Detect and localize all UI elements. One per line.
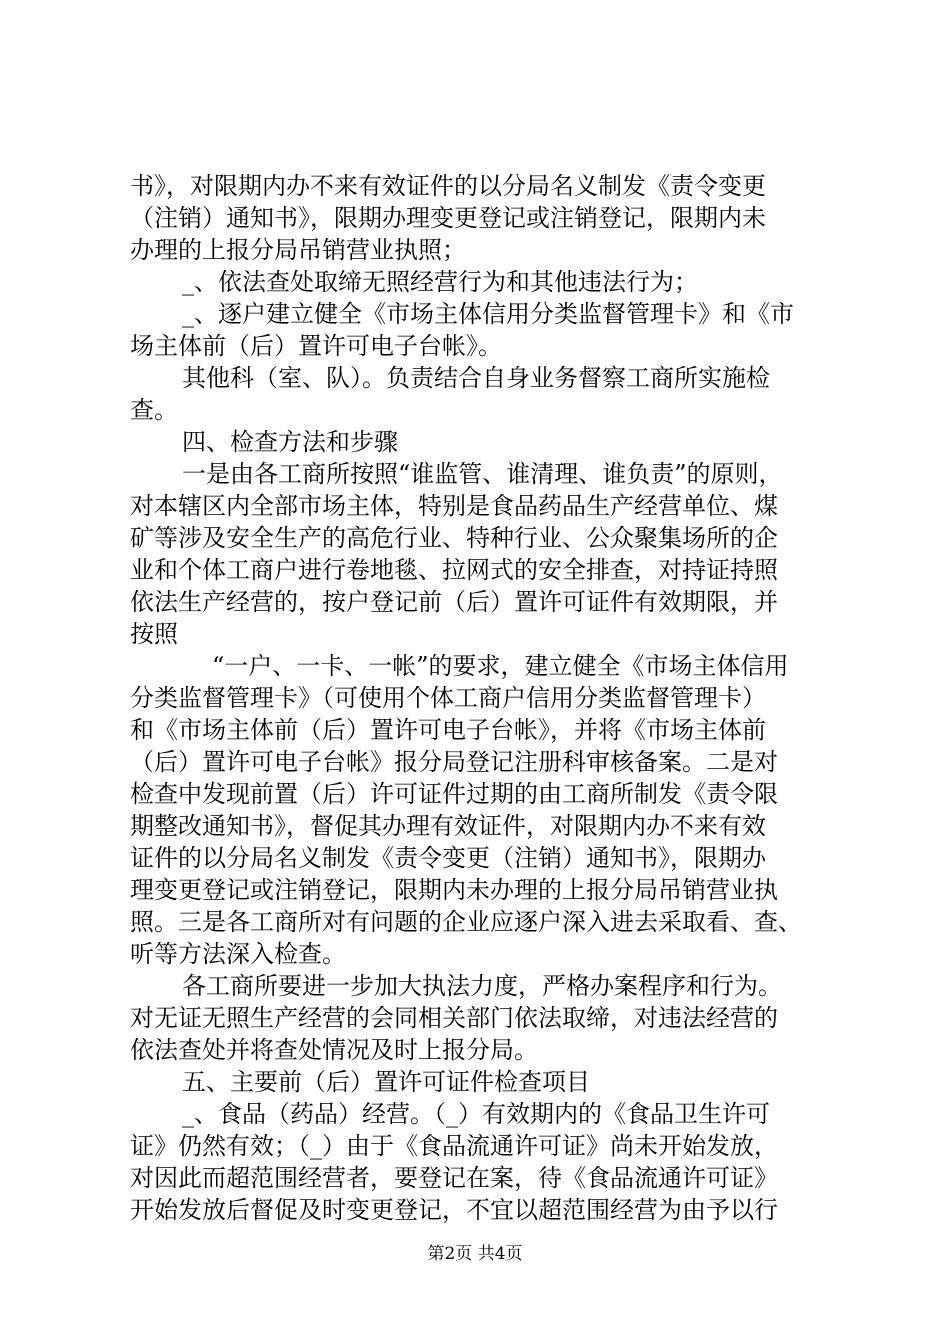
text-line: 证件的以分局名义制发《责令变更（注销）通知书》，限期办 [130, 844, 766, 872]
text-line: 期整改通知书》，督促其办理有效证件，对限期内办不来有效 [130, 812, 766, 840]
text-line: 理变更登记或注销登记，限期内未办理的上报分局吊销营业执 [130, 876, 778, 904]
text-line: 一是由各工商所按照“谁监管、谁清理、谁负责”的原则， [182, 460, 783, 488]
text-line: 办理的上报分局吊销营业执照； [130, 236, 466, 264]
text-line: 矿等涉及安全生产的高危行业、特种行业、公众聚集场所的企 [130, 524, 778, 552]
text-line: “一户、一卡、一帐”的要求，建立健全《市场主体信用 [212, 652, 789, 680]
text-line: 对因此而超范围经营者，要登记在案，待《食品流通许可证》 [130, 1164, 778, 1192]
text-line: 场主体前（后）置许可电子台帐》。 [130, 332, 502, 360]
text-line: 和《市场主体前（后）置许可电子台帐》，并将《市场主体前 [130, 716, 766, 744]
text-line: 开始发放后督促及时变更登记，不宜以超范围经营为由予以行 [130, 1196, 778, 1224]
text-line: 依法查处并将查处情况及时上报分局。 [130, 1036, 538, 1064]
text-line: 各工商所要进一步加大执法力度，严格办案程序和行为。 [182, 972, 782, 1000]
text-line: 其他科（室、队）。负责结合自身业务督察工商所实施检 [182, 364, 770, 392]
section-heading: 五、主要前（后）置许可证件检查项目 [182, 1068, 590, 1096]
text-line: 依法生产经营的，按户登记前（后）置许可证件有效期限，并 [130, 588, 778, 616]
text-line: 对无证无照生产经营的会同相关部门依法取缔，对违法经营的 [130, 1004, 778, 1032]
page-number-footer: 第2页 共4页 [427, 1244, 523, 1264]
text-line: （注销）通知书》，限期办理变更登记或注销登记，限期内未 [130, 204, 766, 232]
text-line: 书》，对限期内办不来有效证件的以分局名义制发《责令变更 [130, 172, 766, 200]
text-line: 对本辖区内全部市场主体，特别是食品药品生产经营单位、煤 [130, 492, 778, 520]
text-line: 查。 [130, 396, 178, 424]
text-line: 业和个体工商户进行卷地毯、拉网式的安全排查，对持证持照 [130, 556, 778, 584]
document-body [130, 170, 830, 1226]
text-line: 证》仍然有效；（_）由于《食品流通许可证》尚未开始发放， [130, 1132, 778, 1160]
text-line: （后）置许可电子台帐》报分局登记注册科审核备案。二是对 [130, 748, 778, 776]
text-line: _、食品（药品）经营。（_）有效期内的《食品卫生许可 [182, 1100, 770, 1128]
text-line: 按照 [130, 620, 178, 648]
section-heading: 四、检查方法和步骤 [182, 428, 398, 456]
text-line: 检查中发现前置（后）许可证件过期的由工商所制发《责令限 [130, 780, 778, 808]
text-line: 照。三是各工商所对有问题的企业应逐户深入进去采取看、查、 [130, 908, 802, 936]
text-line: 分类监督管理卡》（可使用个体工商户信用分类监督管理卡） [130, 684, 766, 712]
text-line: _、依法查处取缔无照经营行为和其他违法行为； [182, 268, 698, 296]
text-line: 听等方法深入检查。 [130, 940, 346, 968]
text-line: _、逐户建立健全《市场主体信用分类监督管理卡》和《市 [182, 300, 794, 328]
